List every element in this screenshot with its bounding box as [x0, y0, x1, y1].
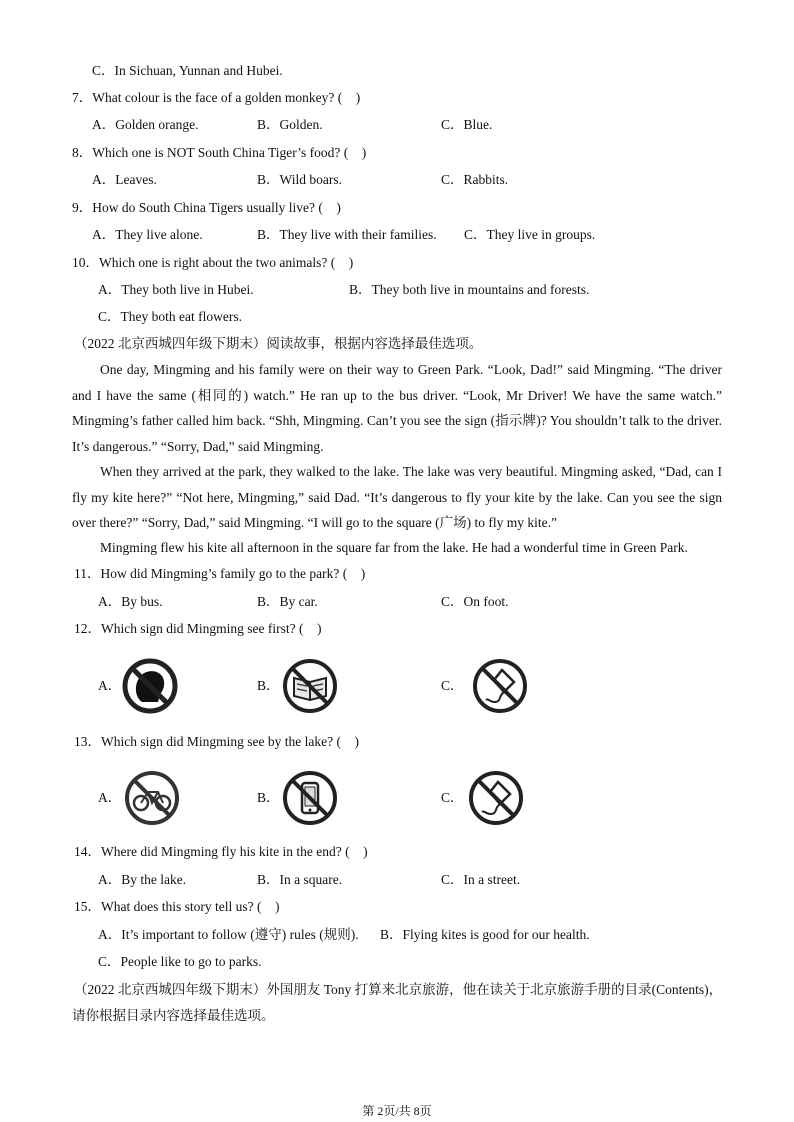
page-number: 第 2页/共 8页: [362, 1104, 432, 1118]
no-phone-sign-icon: [282, 770, 338, 826]
q10-option-b: B．They both live in mountains and forests.: [349, 282, 590, 297]
q12-stem: 12．Which sign did Mingming see first? ( ): [74, 621, 322, 636]
q7-stem: 7．What colour is the face of a golden monkey? ( ): [72, 90, 361, 105]
q7-option-c: C．Blue.: [441, 117, 493, 132]
no-talking-sign-icon: [122, 658, 178, 714]
q8-option-b: B．Wild boars.: [257, 172, 342, 187]
q13-stem: 13．Which sign did Mingming see by the lake? ( ): [74, 734, 359, 749]
q14-option-b: B．In a square.: [257, 872, 343, 887]
q9-option-c: C．They live in groups.: [464, 227, 596, 242]
passage-paragraph-3: Mingming flew his kite all afternoon in the square far from the lake. He had a wonderful time in Green Park.: [100, 540, 688, 555]
q15-option-a: A．It’s important to follow (遵守) rules (规则).: [98, 927, 359, 942]
q12-option-b: B．: [257, 678, 280, 693]
q15-option-b: B．Flying kites is good for our health.: [380, 927, 590, 942]
q13-option-c: C．: [441, 790, 464, 805]
section3-intro-line-1: （2022 北京西城四年级下期末）外国朋友 Tony 打算来北京旅游，他在读关于北京旅游手册的目录(Contents)，: [74, 982, 723, 997]
no-reading-sign-icon: [282, 658, 338, 714]
q9-option-a: A．They live alone.: [92, 227, 203, 242]
q11-option-b: B．By car.: [257, 594, 318, 609]
passage-paragraph-2: When they arrived at the park, they walked to the lake. The lake was very beautiful. Mingming asked, “Dad, can I fly my kite here?” “Not here, Mingming,” said Dad. “It’s dangerous to fly your kite by the lake. Can you see the sign over there?” “Sorry, Dad,” said Mingming. “I will go to the square (广场) to fly my kite.”: [72, 464, 722, 530]
q12-option-a: A．: [98, 678, 122, 693]
no-bicycle-sign-icon: [124, 770, 180, 826]
no-kite-flying-sign-icon: [472, 658, 528, 714]
q13-option-b: B．: [257, 790, 280, 805]
q7-option-b: B．Golden.: [257, 117, 323, 132]
section2-intro: （2022 北京西城四年级下期末）阅读故事，根据内容选择最佳选项。: [74, 336, 483, 351]
q11-option-c: C．On foot.: [441, 594, 509, 609]
q14-option-a: A．By the lake.: [98, 872, 187, 887]
q6-option-c: C．In Sichuan, Yunnan and Hubei.: [92, 63, 283, 78]
q9-stem: 9．How do South China Tigers usually live? ( ): [72, 200, 341, 215]
q15-stem: 15．What does this story tell us? ( ): [74, 899, 280, 914]
section3-intro-line-2: 请你根据目录内容选择最佳选项。: [72, 1008, 275, 1023]
q11-option-a: A．By bus.: [98, 594, 163, 609]
q9-option-b: B．They live with their families.: [257, 227, 437, 242]
q11-stem: 11．How did Mingming’s family go to the park? ( ): [74, 566, 366, 581]
q15-option-c: C．People like to go to parks.: [98, 954, 262, 969]
q8-option-c: C．Rabbits.: [441, 172, 509, 187]
q10-option-c: C．They both eat flowers.: [98, 309, 242, 324]
passage-paragraph-1: One day, Mingming and his family were on their way to Green Park. “Look, Dad!” said Mingming. “The driver and I have the same (相同的) watch.” He ran up to the bus driver. “Look, Mr Driver! We have the same watch.” Mingming’s father called him back. “Shh, Mingming. Can’t you see the sign (指示牌)? You shouldn’t talk to the driver. It’s dangerous.” “Sorry, Dad,” said Mingming.: [72, 362, 722, 454]
q8-stem: 8．Which one is NOT South China Tiger’s food? ( ): [72, 145, 367, 160]
q14-option-c: C．In a street.: [441, 872, 521, 887]
q8-option-a: A．Leaves.: [92, 172, 157, 187]
q10-stem: 10．Which one is right about the two animals? ( ): [72, 255, 354, 270]
q13-option-a: A．: [98, 790, 122, 805]
q10-option-a: A．They both live in Hubei.: [98, 282, 254, 297]
q7-option-a: A．Golden orange.: [92, 117, 199, 132]
q14-stem: 14．Where did Mingming fly his kite in the end? ( ): [74, 844, 368, 859]
no-kite-flying-sign-icon: [468, 770, 524, 826]
q12-option-c: C．: [441, 678, 464, 693]
